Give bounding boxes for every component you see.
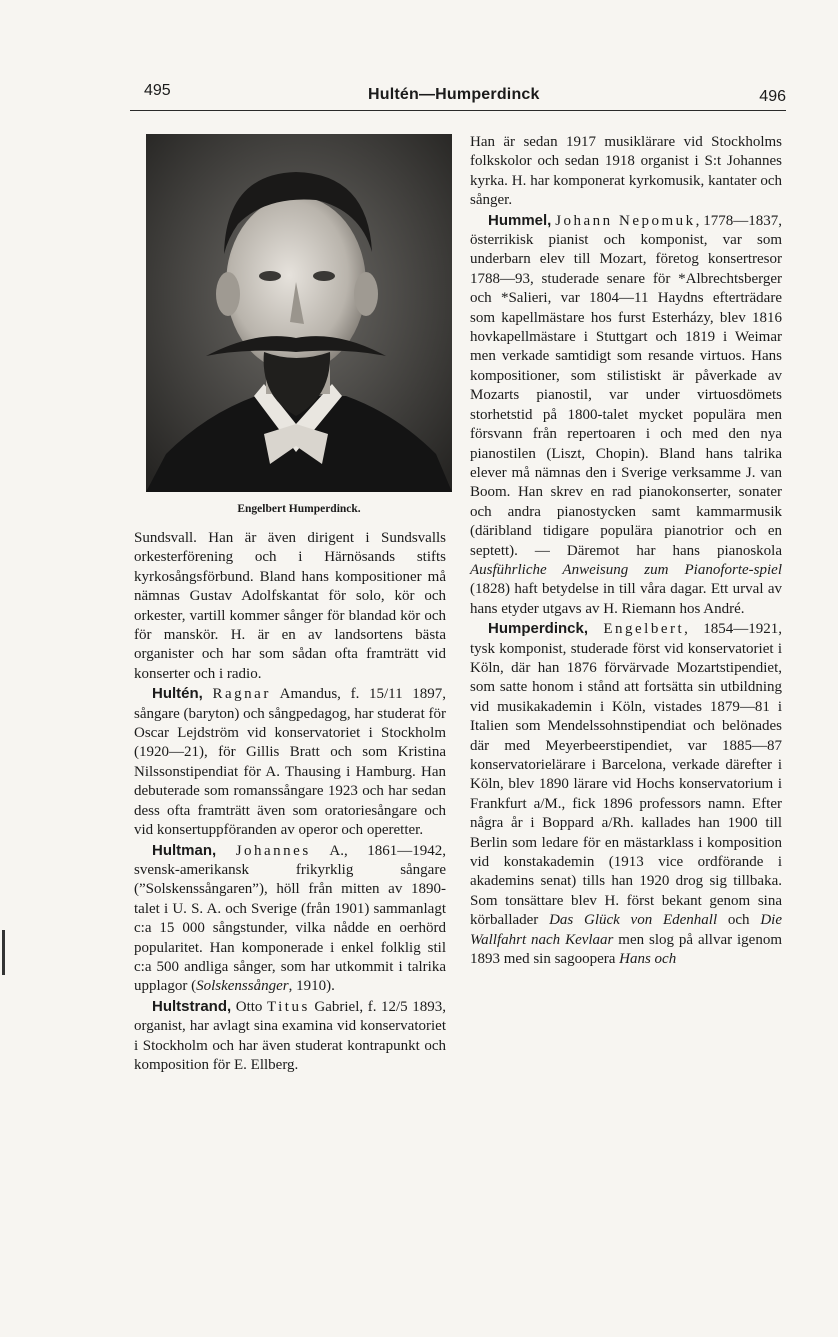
- headword-hultman: Hultman,: [152, 841, 217, 859]
- entry-humperdinck: [470, 619, 782, 969]
- entry-hulten: [134, 684, 446, 840]
- entry-hummel: [470, 211, 782, 620]
- headword-hummel: Hummel,: [488, 211, 552, 229]
- entry-text-mid-humperdinck: och: [717, 912, 761, 929]
- page-number-right: 496: [759, 88, 786, 105]
- page-number-left: 495: [144, 82, 171, 99]
- given-name-hulten: Ragnar: [212, 686, 271, 703]
- work-title-hultman: Solskenssånger: [196, 978, 289, 995]
- entry-text-hultstrand: Gabriel, f. 12/5 1893, organist, har avlagt sina examina vid konservatoriet i Stockholm och har även studerat kontrapunkt och komposition för E. Ellberg.: [134, 998, 447, 1073]
- entry-text-hultman: A., 1861—1942, svensk-amerikansk frikyrklig sångare (”Solskenssångaren”), höll från mitten av 1890-talet i U. S. A. och Sverige (från 1901) sammanlagt c:a 15 000 sångstunder, vilka nådde en oerhörd popularitet. Han komponerade i enkel folklig stil c:a 500 andliga sånger, som har utkommit i talrika upplagor (: [134, 842, 446, 995]
- entry-text-end-hummel: (1828) haft betydelse in till våra dagar. Ett urval av hans etyder utgavs av H. Riemann hos André.: [470, 581, 782, 617]
- entry-text-end-hultman: , 1910).: [288, 978, 335, 995]
- left-column: [134, 529, 446, 1075]
- entry-hultman: [134, 841, 446, 997]
- paragraph-continuation-right: Han är sedan 1917 musiklärare vid Stockholms folkskolor och sedan 1918 organist i S:t Johannes kyrka. H. har komponerat kyrkomusik, kantater och sånger.: [470, 134, 782, 209]
- entry-text-humperdinck: , 1854—1921, tysk komponist, studerade först vid konservatoriet i Köln, där han 1876 förvärvade Mozartstipendiet, som satte honom i stånd att fortsätta sin utbildning vid musikakademin i Köln, vistades 1879—81 i Italien som Mendelssohnstipendiat och belönades där med Meyerbeerstipendiet, var 1885—87 konservatorielärare i Barcelona, verkade därefter i Köln, blev 1890 lärare vid Hochs konservatorium i Frankfurt a/M., fick 1896 professors namn. Efter några år i Boppard a/Rh. kallades han 1900 till Berlin som ledare för en mästarklass i komposition vid konstakademin (1913 vice ordförande i akademins senat) tills han 1920 drog sig tillbaka. Som tonsättare blev H. först bekant genom sina körballader: [470, 621, 782, 929]
- headword-humperdinck: Humperdinck,: [488, 620, 589, 638]
- entry-text2-humperdinck: men slog på allvar igenom 1893 med sin sagoopera: [470, 931, 782, 968]
- work-title-hummel: Ausführliche Anweisung zum Pianoforte-spiel: [470, 561, 782, 578]
- given-pre-hultstrand: Otto: [235, 998, 263, 1015]
- given-name-hultstrand: Titus: [267, 998, 310, 1015]
- entry-text-hummel: , 1778—1837, österrikisk pianist och komponist, var som underbarn elev till Mozart, företog konsertresor 1788—93, studerade senare för *Albrechtsberger och *Salieri, var 1804—11 Haydns efterträdare som kapellmästare hos furst Esterházy, blev 1816 hovkapellmästare i Stuttgart och 1819 i Weimar men verkade samtidigt som resande virtuos. Hans kompositioner, som stilistiskt är påverkade av Mozarts pianostil, var under virtuosdömets storhetstid på 1800-talet mycket populära men försvann från repertoaren i och med den nya pianostilen (Liszt, Chopin). Bland hans talrika elever må nämnas den i Sverige verksamme J. van Boom. Han skrev en rad pianokonserter, sonater och andra pianostycken samt kammarmusik (däribland tidigare populära pianotrior och en septett). — Däremot har hans pianoskola: [470, 212, 782, 559]
- paragraph-continuation: Sundsvall. Han är även dirigent i Sundsvalls orkesterförening och i Härnösands stifts kyrkosångsförbund. Bland hans kompositioner må nämnas Gustav Adolfskantat för solo, kör och orkester, vartill kommer sånger för blandad kör och för manskör. H. är en av landsortens bästa organister och har som sådan ofta framträtt vid konserter och i radio.: [134, 530, 446, 682]
- entry-hultstrand: [134, 997, 446, 1076]
- work-title-humperdinck-2: Die Wallfahrt nach Kevlaar: [470, 912, 782, 948]
- headword-hultstrand: Hultstrand,: [152, 997, 232, 1015]
- work-title-humperdinck-1: Das Glück von Edenhall: [549, 912, 718, 929]
- given-name-hultman: Johannes: [235, 842, 311, 859]
- scan-edge-mark: [2, 930, 5, 975]
- photo-caption: Engelbert Humperdinck.: [237, 503, 361, 515]
- work-title-humperdinck-3: Hans och: [619, 951, 677, 968]
- running-header: [130, 82, 786, 111]
- portrait-image: [146, 134, 452, 492]
- right-column: [470, 133, 782, 969]
- portrait-photo: [146, 134, 452, 492]
- given-name-humperdinck: Engelbert: [603, 621, 685, 638]
- entry-text-hulten: Amandus, f. 15/11 1897, sångare (baryton) och sångpedagog, har studerat för Oscar Lejdström vid konservatoriet i Stockholm (1920—21), för Gillis Bratt och som Kristina Nilssonstipendiat för A. Thausing i Hamburg. Han debuterade som romanssångare 1923 och har sedan dess ofta framträtt även som oratoriesångare och vid konsertuppföranden av operor och operetter.: [134, 686, 446, 839]
- running-title: Hultén—Humperdinck: [368, 86, 540, 103]
- given-name-hummel: Johann Nepomuk: [555, 212, 696, 229]
- headword-hulten: Hultén,: [152, 685, 203, 703]
